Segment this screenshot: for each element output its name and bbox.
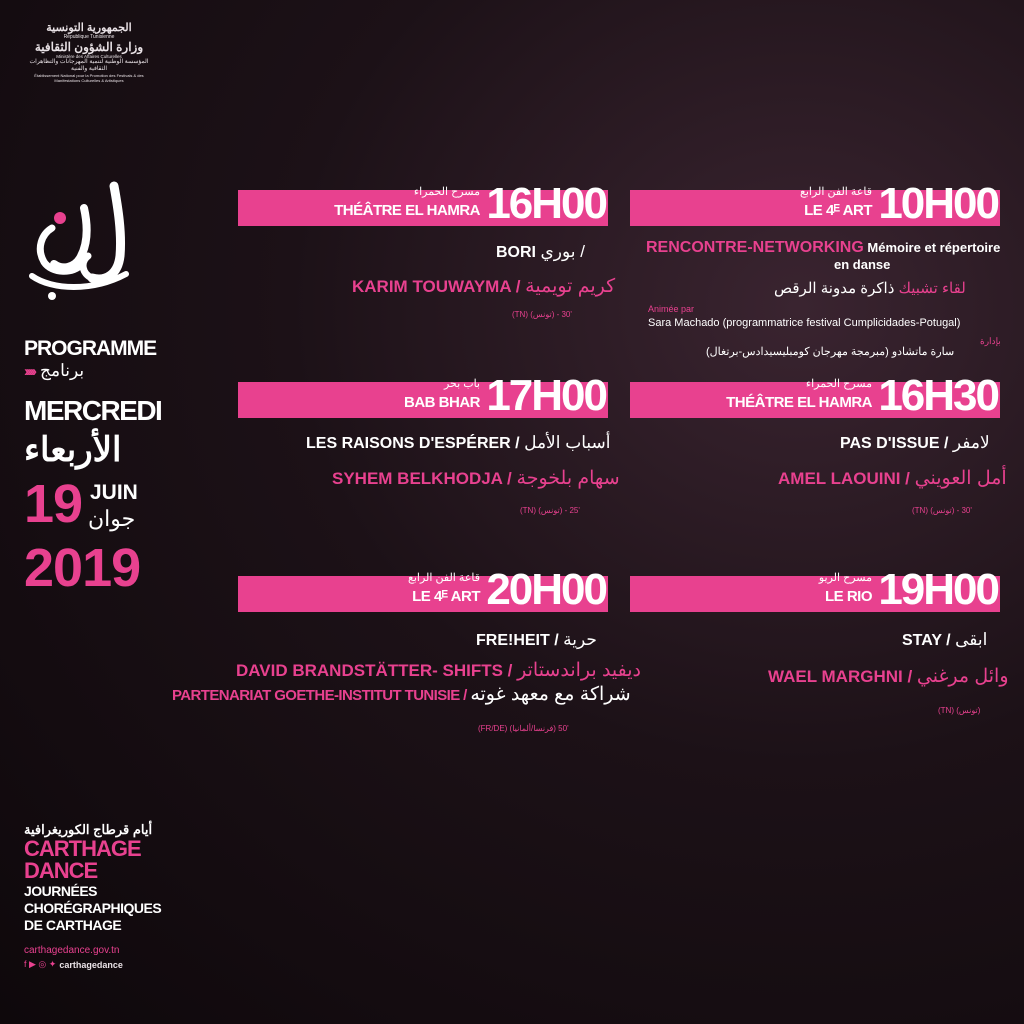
programme-fr: PROGRAMME [24, 337, 157, 360]
ministry-institution-ar: المؤسسة الوطنية لتنمية المهرجانات والتظاهرات الثقافية والفنية [29, 59, 149, 72]
event-partner-20h00 [172, 684, 631, 707]
ministry-institution-fr: Établissement National pour la Promotion des Festivals & des Manifestations Culturelles & Artistiques [34, 73, 144, 83]
day-ar: الأربعاء [24, 431, 122, 469]
partner-ar: شراكة مع معهد غوته [470, 684, 631, 705]
event-time: 19H00 [878, 565, 998, 614]
ministry-header [24, 22, 154, 83]
event-duration: (TN) (تونس) [938, 706, 981, 715]
venue-fr: LE RIO [824, 588, 872, 605]
programme-ar: برنامج [39, 361, 85, 380]
artist-ar: وائل مرغني [916, 666, 1009, 687]
year: 2019 [24, 538, 141, 598]
venue-ar: مسرح الريو [818, 572, 872, 584]
month-ar: جوان [88, 506, 136, 531]
artist-fr: WAEL MARGHNI / [768, 667, 913, 686]
brand-sub2: CHORÉGRAPHIQUES [24, 900, 162, 916]
logo-dot-icon [54, 212, 66, 224]
event-time: 16H00 [486, 179, 606, 228]
venue-ar: قاعة الفن الرابع [800, 186, 872, 198]
venue-fr: THÉÂTRE EL HAMRA [334, 202, 480, 219]
venue-ar: قاعة الفن الرابع [408, 572, 480, 584]
event-title-20h00 [476, 630, 597, 651]
artist-fr: DAVID BRANDSTÄTTER- SHIFTS / [236, 661, 513, 680]
ministry-name-ar: وزارة الشؤون الثقافية [34, 40, 144, 54]
brand-block [24, 822, 174, 970]
artist-ar: سهام بلخوجة [516, 468, 620, 489]
title-fr: LES RAISONS D'ESPÉRER / [306, 435, 520, 452]
event-bar-10h00 [630, 179, 1000, 228]
programme-label [24, 337, 157, 381]
venue-ar: مسرح الحمراء [805, 378, 872, 390]
title-fr: PAS D'ISSUE / [840, 435, 949, 452]
event-title-19h00 [902, 630, 987, 651]
event-artist-20h00 [236, 660, 641, 682]
artist-fr: AMEL LAOUINI / [778, 469, 910, 488]
event-title-16h00 [496, 242, 585, 263]
title-fr: STAY / [902, 632, 951, 649]
anim-label-ar: بإدارة [980, 336, 1001, 346]
brand-line2: DANCE [24, 858, 98, 883]
day-fr: MERCREDI [24, 395, 162, 426]
venue-fr: BAB BHAR [404, 394, 480, 411]
event-artist-16h30 [778, 468, 1007, 490]
event-bar-16h30 [630, 371, 1000, 420]
event-duration: (TN) (تونس) - 25' [520, 506, 580, 515]
event-bar-20h00 [238, 565, 608, 614]
venue-ar: مسرح الحمراء [413, 186, 480, 198]
ministry-republic-fr: République Tunisienne [63, 34, 115, 40]
title-ar-pink: لقاء تشبيك [898, 280, 966, 297]
chevrons-icon: ››››› [24, 362, 34, 380]
event-bar-17h00 [238, 371, 608, 420]
website-link[interactable]: carthagedance.gov.tn [24, 945, 120, 956]
event-time: 17H00 [486, 371, 606, 420]
artist-ar: أمل العويني [914, 468, 1007, 489]
title-ar: بوري / [540, 242, 585, 261]
month-fr: JUIN [90, 481, 138, 504]
title-fr: FRE!HEIT / [476, 632, 559, 649]
partner-fr: PARTENARIAT GOETHE-INSTITUT TUNISIE / [172, 687, 467, 704]
title-fr: RENCONTRE-NETWORKING [646, 239, 864, 256]
event-duration: (FR/DE) (فرنسا/ألمانيا) 50' [478, 724, 569, 733]
event-artist-16h00 [352, 276, 615, 298]
social-icons[interactable]: f ▶ ◎ ✦ [24, 959, 57, 969]
venue-ar: باب بحر [443, 378, 480, 390]
title-ar: أسباب الأمل [524, 433, 611, 452]
event-title-ar-10h00 [774, 281, 966, 296]
ministry-republic-ar: الجمهورية التونسية [46, 22, 132, 34]
title-ar: لامفر [952, 433, 990, 452]
social-handle[interactable]: carthagedance [59, 959, 123, 970]
venue-fr: LE 4ᴱ ART [804, 202, 872, 219]
event-bar-16h00 [238, 179, 608, 228]
venue-fr: THÉÂTRE EL HAMRA [726, 394, 872, 411]
brand-ar: أيام قرطاج الكوريغرافية [24, 822, 153, 837]
event-duration: (TN) (تونس) - 30' [912, 506, 972, 515]
brand-sub3: DE CARTHAGE [24, 917, 122, 933]
title-ar: ابقى [955, 630, 988, 649]
event-artist-19h00 [768, 666, 1009, 688]
title-ar: ذاكرة مدونة الرقص [774, 280, 895, 297]
title-fr: BORI [496, 244, 536, 261]
event-title-16h30 [840, 433, 990, 454]
title-rest2: en danse [834, 257, 891, 272]
artist-fr: SYHEM BELKHODJA / [332, 469, 512, 488]
brand-line1: CARTHAGE [24, 836, 141, 861]
calligraphy-logo [22, 178, 142, 303]
title-ar: حرية [563, 630, 597, 649]
event-artist-17h00 [332, 468, 620, 490]
anim-label: Animée par [648, 304, 695, 314]
event-time: 16H30 [878, 371, 998, 420]
event-duration: (TN) (تونس) - 30' [512, 310, 572, 319]
title-rest: Mémoire et répertoire [867, 240, 1001, 255]
event-time: 20H00 [486, 565, 606, 614]
event-bar-19h00 [630, 565, 1000, 614]
social-row [24, 959, 174, 970]
artist-ar: ديفيد براندستاتر [517, 660, 642, 681]
artist-fr: KARIM TOUWAYMA / [352, 277, 521, 296]
brand-sub1: JOURNÉES [24, 883, 98, 899]
event-title-10h00 [646, 240, 1000, 255]
ministry-name-fr: Ministère des Affaires Culturelles [56, 54, 122, 59]
artist-ar: كريم تويمية [525, 276, 616, 297]
anim-name: Sara Machado (programmatrice festival Cumplicidades-Potugal) [648, 317, 961, 329]
day-number: 19 [24, 474, 83, 534]
anim-name-ar: سارة ماتشادو (مبرمجة مهرجان كومبليسيدادس-برتغال) [706, 346, 955, 358]
event-title-17h00 [306, 433, 610, 454]
event-time: 10H00 [878, 179, 998, 228]
venue-fr: LE 4ᴱ ART [412, 588, 480, 605]
